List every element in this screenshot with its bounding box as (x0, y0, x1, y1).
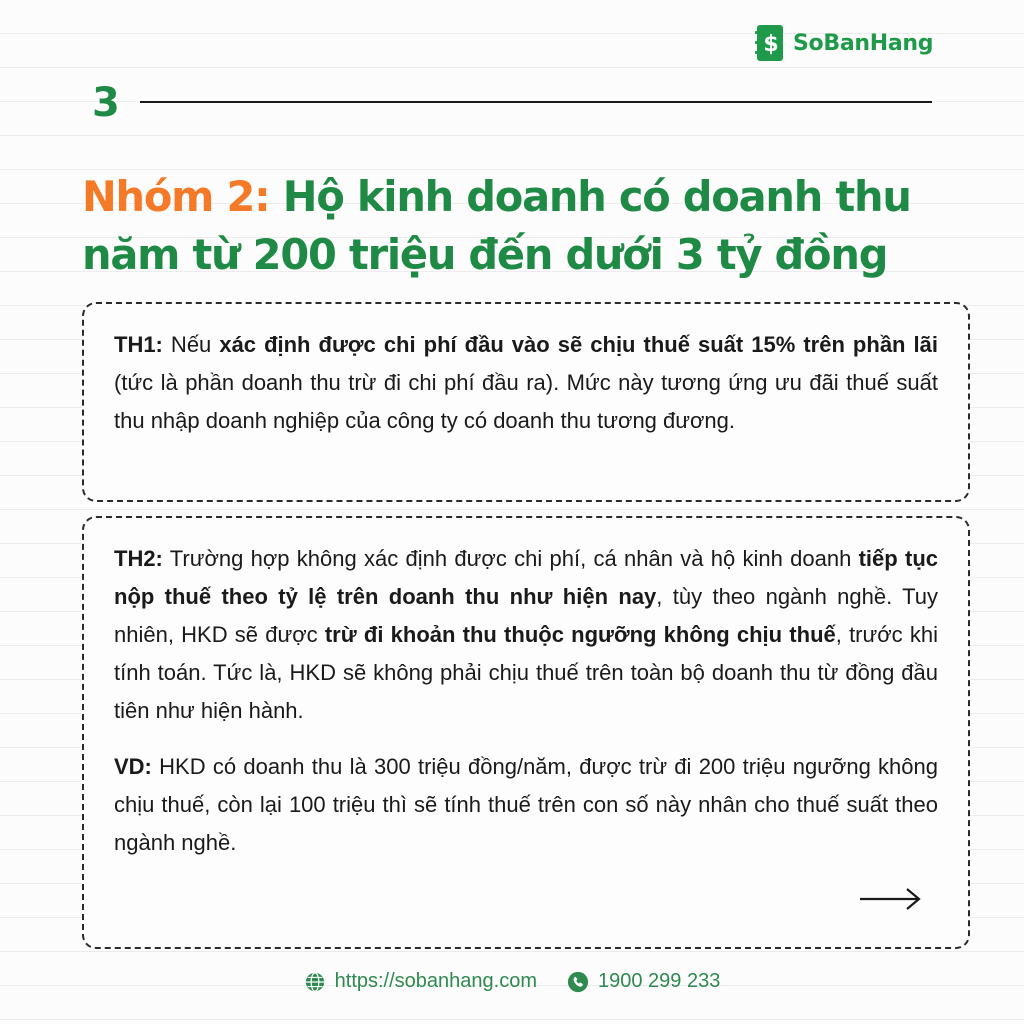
page-title (82, 168, 962, 284)
text-span: HKD có doanh thu là 300 triệu đồng/năm, được trừ đi 200 triệu ngưỡng không chịu thuế, còn lại 100 triệu thì sẽ tính thuế trên con số này nhân cho thuế suất theo ngành nghề. (114, 754, 938, 855)
case-1-card (82, 302, 970, 502)
text-span: , trước khi tính toán. Tức là, HKD sẽ không phải chịu thuế trên toàn bộ doanh thu từ đồng đầu tiên như hiện hành. (114, 622, 938, 723)
brand-logo (755, 24, 933, 62)
notebook-dollar-icon (755, 24, 785, 62)
svg-text:$: $ (763, 32, 779, 57)
brand-name: SoBanHang (793, 30, 934, 56)
phone-icon (567, 971, 589, 993)
example-paragraph (114, 748, 938, 862)
text-span: Trường hợp không xác định được chi phí, cá nhân và hộ kinh doanh (162, 546, 859, 571)
globe-icon (304, 971, 326, 993)
phone-number[interactable]: 1900 299 233 (598, 970, 721, 992)
text-span: , tùy theo ngành nghề. Tuy nhiên, HKD sẽ được (114, 584, 939, 647)
title-prefix: Nhóm 2: (82, 172, 270, 221)
footer-website[interactable] (304, 970, 537, 993)
text-span: (tức là phần doanh thu trừ đi chi phí đầu ra). Mức này tương ứng ưu đãi thuế suất thu nhập doanh nghiệp của công ty có doanh thu tương đương. (114, 370, 938, 433)
text-span: Nếu (162, 332, 220, 357)
emphasis-text: xác định được chi phí đầu vào sẽ chịu thuế suất 15% trên phần lãi (219, 332, 938, 357)
website-link[interactable]: https://sobanhang.com (334, 970, 537, 992)
footer (0, 970, 1024, 993)
emphasis-text: tiếp tục nộp thuế theo tỷ lệ trên doanh thu như hiện nay (114, 546, 938, 609)
footer-phone[interactable] (567, 970, 720, 993)
case-2-card (82, 516, 970, 949)
arrow-right-icon[interactable] (858, 886, 922, 912)
case-label: TH2: (114, 546, 163, 571)
example-label: VD: (114, 754, 152, 779)
case-2-paragraph (114, 540, 938, 730)
case-label: TH1: (114, 332, 163, 357)
emphasis-text: trừ đi khoản thu thuộc ngưỡng không chịu thuế (324, 622, 836, 647)
case-1-paragraph (114, 326, 938, 440)
page-number: 3 (92, 80, 120, 126)
title-rest: Hộ kinh doanh có doanh thu năm từ 200 triệu đến dưới 3 tỷ đồng (82, 172, 911, 279)
header-divider (140, 101, 932, 103)
